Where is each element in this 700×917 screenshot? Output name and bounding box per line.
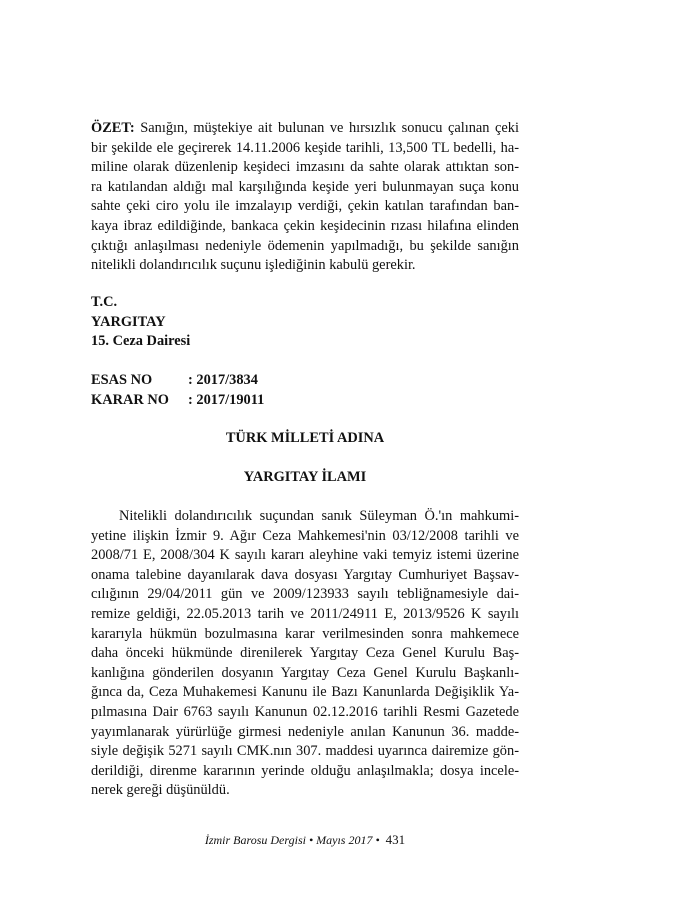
- summary-text: Sanığın, müştekiye ait bulunan ve hırsızlık sonucu çalınan çeki: [140, 120, 519, 136]
- journal-name: İzmir Barosu Dergisi • Mayıs 2017 •: [204, 833, 380, 847]
- esas-value: : 2017/3834: [188, 372, 258, 388]
- body-line: yayımlanarak yürürlüğe girmesi nedeniyle anılan Kanunun 36. madde-: [91, 723, 519, 740]
- body-line: Nitelikli dolandırıcılık suçundan sanık Süleyman Ö.'ın mahkumi-: [119, 508, 519, 524]
- karar-row: [91, 391, 264, 411]
- body-line: derildiği, direnme kararının yerinde olduğu anlaşılmakla; dosya incele-: [91, 762, 519, 779]
- body-line: onama talebine dayanılarak dava dosyası Yargıtay Cumhuriyet Başsav-: [91, 566, 519, 583]
- body-line: kararıyla hükmün bozulmasına karar verilmesinden sonra mahkemece: [91, 625, 519, 642]
- page-number: 431: [385, 832, 406, 847]
- body-line: pılmasına Dair 6763 sayılı Kanunun 02.12.2016 tarihli Resmi Gazetede: [91, 703, 519, 720]
- body-line: yetine ilişkin İzmir 9. Ağır Ceza Mahkemesi'nin 03/12/2008 tarihli ve: [91, 527, 519, 544]
- body-line: cılığının 29/04/2011 gün ve 2009/123933 sayılı tebliğnamesiyle dai-: [91, 586, 519, 603]
- court-name: YARGITAY: [91, 314, 166, 330]
- court-chamber: 15. Ceza Dairesi: [91, 333, 191, 349]
- summary-line: nitelikli dolandırıcılık suçunu işlediğinin kabulü gerekir.: [91, 257, 416, 274]
- summary-line: miline olarak düzenlenip keşideci imzasını da sahte olarak attıktan son-: [91, 159, 519, 176]
- karar-label: KARAR NO: [91, 392, 169, 408]
- summary-line: kaya ibraz edildiğinde, bankaca çekin keşidecinin rızası hilafına elinden: [91, 217, 519, 234]
- page-footer: [91, 832, 519, 848]
- body-line: remize geldiği, 22.05.2013 tarih ve 2011/24911 E, 2013/9526 K sayılı: [91, 605, 519, 622]
- body-line: kanlığına gönderilen dosyanın Yargıtay Ceza Genel Kurulu Başkanlı-: [91, 664, 519, 681]
- court-country: T.C.: [91, 294, 118, 310]
- nation-title: TÜRK MİLLETİ ADINA: [225, 430, 385, 446]
- summary-line: bir şekilde ele geçirerek 14.11.2006 keşide tarihli, 13,500 TL bedelli, ha-: [91, 139, 519, 156]
- body-line: nerek gereği düşünüldü.: [91, 782, 230, 799]
- esas-label: ESAS NO: [91, 372, 153, 388]
- summary-line: sahte çeki ciro yolu ile imzalayıp verdiği, çekin katılan tarafından ban-: [91, 198, 519, 215]
- karar-value: : 2017/19011: [188, 392, 265, 408]
- body-line: 2008/71 E, 2008/304 K sayılı kararı aleyhine vaki temyiz istemi üzerine: [91, 547, 519, 564]
- body-line: daha önceki hükmünde direnilerek Yargıtay Ceza Genel Kurulu Baş-: [91, 645, 519, 662]
- ilam-title: YARGITAY İLAMI: [243, 469, 367, 485]
- summary-line: çıktığı anlaşılması nedeniyle ödemenin yapılmadığı, bu şekilde sanığın: [91, 237, 519, 254]
- summary-paragraph: [91, 119, 519, 276]
- body-line: ğınca da, Ceza Muhakemesi Kanunu ile Bazı Kanunlarda Değişiklik Ya-: [91, 684, 519, 701]
- body-paragraph: [91, 507, 519, 801]
- summary-line: [91, 119, 519, 139]
- esas-row: [91, 371, 258, 391]
- body-line: siyle değişik 5271 sayılı CMK.nın 307. maddesi uyarınca dairemize gön-: [91, 743, 519, 760]
- summary-label: ÖZET:: [91, 120, 135, 136]
- summary-line: ra katılandan aldığı mal karşılığında keşide yeri bulunmayan suça konu: [91, 178, 519, 195]
